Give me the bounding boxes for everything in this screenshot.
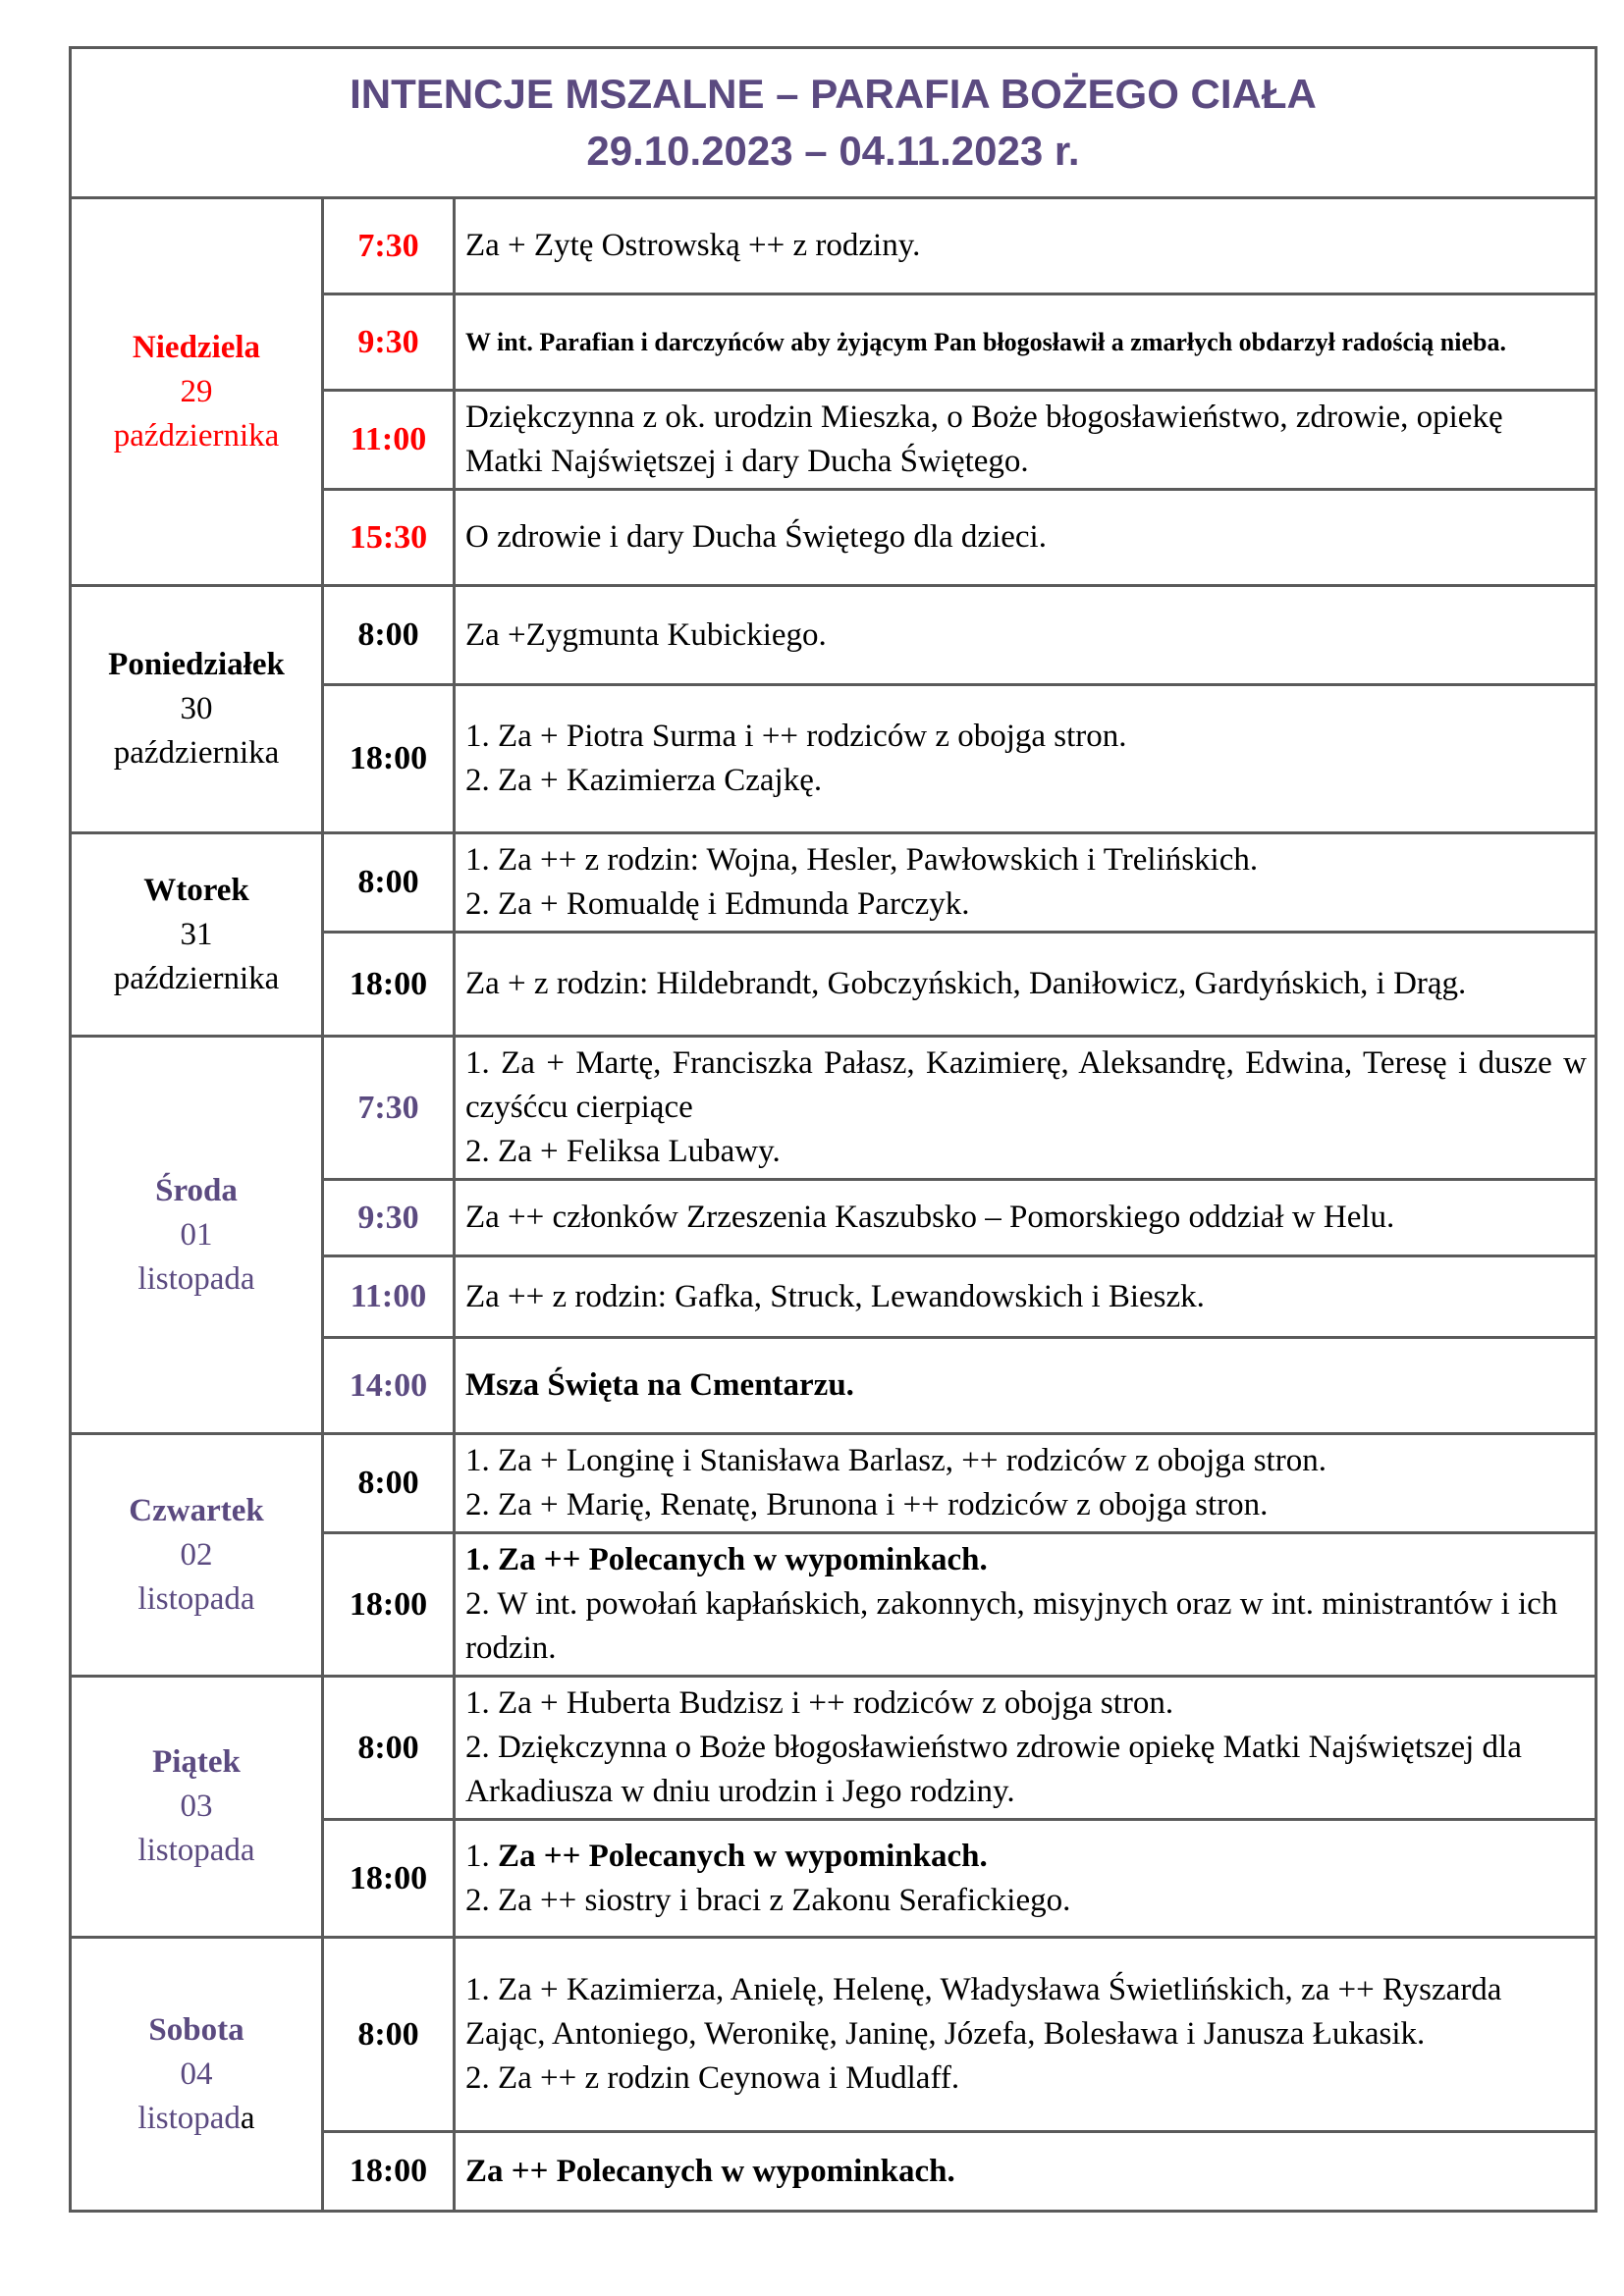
mass-time: 11:00: [323, 391, 455, 490]
mass-time: 9:30: [323, 1180, 455, 1256]
day-name: Środa: [155, 1172, 238, 1208]
mass-intention: [455, 833, 1597, 933]
intention-number: 1.: [465, 1838, 498, 1874]
intention-line: 2. Za + Marię, Renatę, Brunona i ++ rodziców z obojga stron.: [465, 1487, 1269, 1522]
intention-line: Za +Zygmunta Kubickiego.: [465, 616, 827, 653]
intention-line: Za ++ członków Zrzeszenia Kaszubsko – Pomorskiego oddział w Helu.: [465, 1200, 1395, 1235]
mass-time: 8:00: [323, 586, 455, 685]
intention-line: Dziękczynna z ok. urodzin Mieszka, o Boże błogosławieństwo, zdrowie, opiekę Matki Najświętszej i dary Ducha Świętego.: [465, 400, 1503, 479]
mass-time: 18:00: [323, 1820, 455, 1938]
mass-intention: [455, 1533, 1597, 1677]
mass-time: 18:00: [323, 1533, 455, 1677]
mass-intention: [455, 490, 1597, 586]
day-month: października: [113, 735, 280, 771]
day-cell-monday: [71, 586, 323, 833]
day-name: Niedziela: [132, 329, 261, 365]
mass-row: [71, 1434, 1597, 1533]
mass-time: 18:00: [323, 2132, 455, 2212]
day-month-main: listopad: [137, 2100, 241, 2136]
mass-time: 9:30: [323, 294, 455, 391]
intention-line: 1. Za + Martę, Franciszka Pałasz, Kazimierę, Aleksandrę, Edwina, Teresę i dusze w czyśćcu cierpiące: [465, 1045, 1587, 1125]
mass-time: 7:30: [323, 198, 455, 294]
mass-time: 8:00: [323, 833, 455, 933]
intention-line: W int. Parafian i darczyńców aby żyjącym Pan błogosławił a zmarłych obdarzył radością nieba.: [465, 328, 1506, 356]
intention-line: 1. Za + Piotra Surma i ++ rodziców z obojga stron.: [465, 719, 1127, 754]
mass-row: [71, 198, 1597, 294]
intention-line: 1. Za + Huberta Budzisz i ++ rodziców z obojga stron.: [465, 1685, 1174, 1721]
mass-intention: [455, 586, 1597, 685]
intention-line: [465, 1835, 1587, 1879]
intention-line: 1. Za + Kazimierza, Anielę, Helenę, Władysława Świetlińskich, za ++ Ryszarda Zając, Antoniego, Weronikę, Janinę, Józefa, Bolesława i Janusza Łukasik.: [465, 1972, 1502, 2052]
day-number: 31: [180, 916, 213, 952]
day-name: Wtorek: [143, 872, 249, 908]
mass-intention: [455, 198, 1597, 294]
mass-time: 7:30: [323, 1037, 455, 1180]
day-number: 29: [180, 373, 213, 409]
day-cell-wednesday: [71, 1037, 323, 1434]
day-name: Piątek: [152, 1744, 241, 1780]
mass-intention: [455, 1434, 1597, 1533]
day-number: 02: [180, 1536, 213, 1573]
header-row: [71, 48, 1597, 198]
mass-intention: [455, 1820, 1597, 1938]
intention-line: 1. Za ++ z rodzin: Wojna, Hesler, Pawłowskich i Trelińskich.: [465, 842, 1259, 878]
intention-line: 2. W int. powołań kapłańskich, zakonnych, misyjnych oraz w int. ministrantów i ich rodzin.: [465, 1586, 1558, 1666]
mass-intention: [455, 1037, 1597, 1180]
mass-row: [71, 1037, 1597, 1180]
mass-intention: [455, 685, 1597, 833]
intention-line: 2. Za + Romualdę i Edmunda Parczyk.: [465, 886, 970, 922]
mass-row: [71, 586, 1597, 685]
mass-intention: [455, 1256, 1597, 1338]
mass-time: 18:00: [323, 685, 455, 833]
intention-line: 2. Za ++ z rodzin Ceynowa i Mudlaff.: [465, 2060, 960, 2096]
intention-line: 2. Za + Kazimierza Czajkę.: [465, 763, 823, 798]
mass-intention: [455, 294, 1597, 391]
mass-intention: [455, 1180, 1597, 1256]
day-cell-sunday: [71, 198, 323, 586]
day-name: Poniedziałek: [108, 647, 285, 682]
mass-time: 11:00: [323, 1256, 455, 1338]
mass-intention: [455, 933, 1597, 1037]
intention-line: 2. Dziękczynna o Boże błogosławieństwo zdrowie opiekę Matki Najświętszej dla Arkadiusza w dniu urodzin i Jego rodziny.: [465, 1730, 1522, 1809]
intention-line: 1. Za + Longinę i Stanisława Barlasz, ++ rodziców z obojga stron.: [465, 1443, 1326, 1478]
mass-time: 8:00: [323, 1938, 455, 2132]
intention-line: 2. Za ++ siostry i braci z Zakonu Serafickiego.: [465, 1882, 1071, 1918]
day-month: [72, 2097, 321, 2141]
mass-time: 14:00: [323, 1338, 455, 1434]
day-cell-thursday: [71, 1434, 323, 1677]
day-number: 30: [180, 691, 213, 726]
day-month-suffix: a: [240, 2100, 255, 2136]
mass-intention: [455, 1677, 1597, 1820]
mass-intention: [455, 1338, 1597, 1434]
mass-time: 8:00: [323, 1434, 455, 1533]
date-range: 29.10.2023 – 04.11.2023 r.: [586, 128, 1080, 174]
intention-line: 2. Za + Feliksa Lubawy.: [465, 1134, 781, 1169]
intention-line: Za ++ z rodzin: Gafka, Struck, Lewandowskich i Bieszk.: [465, 1278, 1205, 1314]
intention-line: 1. Za ++ Polecanych w wypominkach.: [465, 1542, 988, 1577]
day-month: października: [113, 960, 280, 996]
intention-line: Za + z rodzin: Hildebrandt, Gobczyńskich, Daniłowicz, Gardyńskich, i Drąg.: [465, 966, 1467, 1001]
page-header: [71, 48, 1597, 198]
day-cell-saturday: [71, 1938, 323, 2212]
mass-row: [71, 833, 1597, 933]
intention-line: O zdrowie i dary Ducha Świętego dla dzieci.: [465, 519, 1047, 555]
day-name: Sobota: [148, 2011, 244, 2048]
intention-line: Za + Zytę Ostrowską ++ z rodziny.: [465, 228, 921, 263]
intention-line: Za ++ Polecanych w wypominkach.: [465, 2153, 955, 2189]
page-title: INTENCJE MSZALNE – PARAFIA BOŻEGO CIAŁA: [350, 71, 1317, 117]
mass-time: 18:00: [323, 933, 455, 1037]
mass-time: 8:00: [323, 1677, 455, 1820]
day-number: 04: [180, 2056, 213, 2092]
day-month: listopada: [137, 1580, 255, 1617]
intention-bold-text: Za ++ Polecanych w wypominkach.: [498, 1838, 988, 1874]
mass-intention: [455, 2132, 1597, 2212]
intention-line: Msza Święta na Cmentarzu.: [465, 1367, 854, 1403]
mass-time: 15:30: [323, 490, 455, 586]
mass-intention: [455, 1938, 1597, 2132]
day-month: listopada: [137, 1833, 255, 1868]
day-name: Czwartek: [129, 1492, 264, 1528]
mass-row: [71, 1938, 1597, 2132]
mass-intention: [455, 391, 1597, 490]
day-cell-tuesday: [71, 833, 323, 1037]
day-cell-friday: [71, 1677, 323, 1938]
mass-row: [71, 1677, 1597, 1820]
day-month: października: [113, 417, 280, 454]
intentions-table: [69, 46, 1597, 2213]
day-number: 01: [180, 1216, 213, 1253]
day-number: 03: [180, 1789, 213, 1824]
day-month: listopada: [137, 1260, 255, 1297]
